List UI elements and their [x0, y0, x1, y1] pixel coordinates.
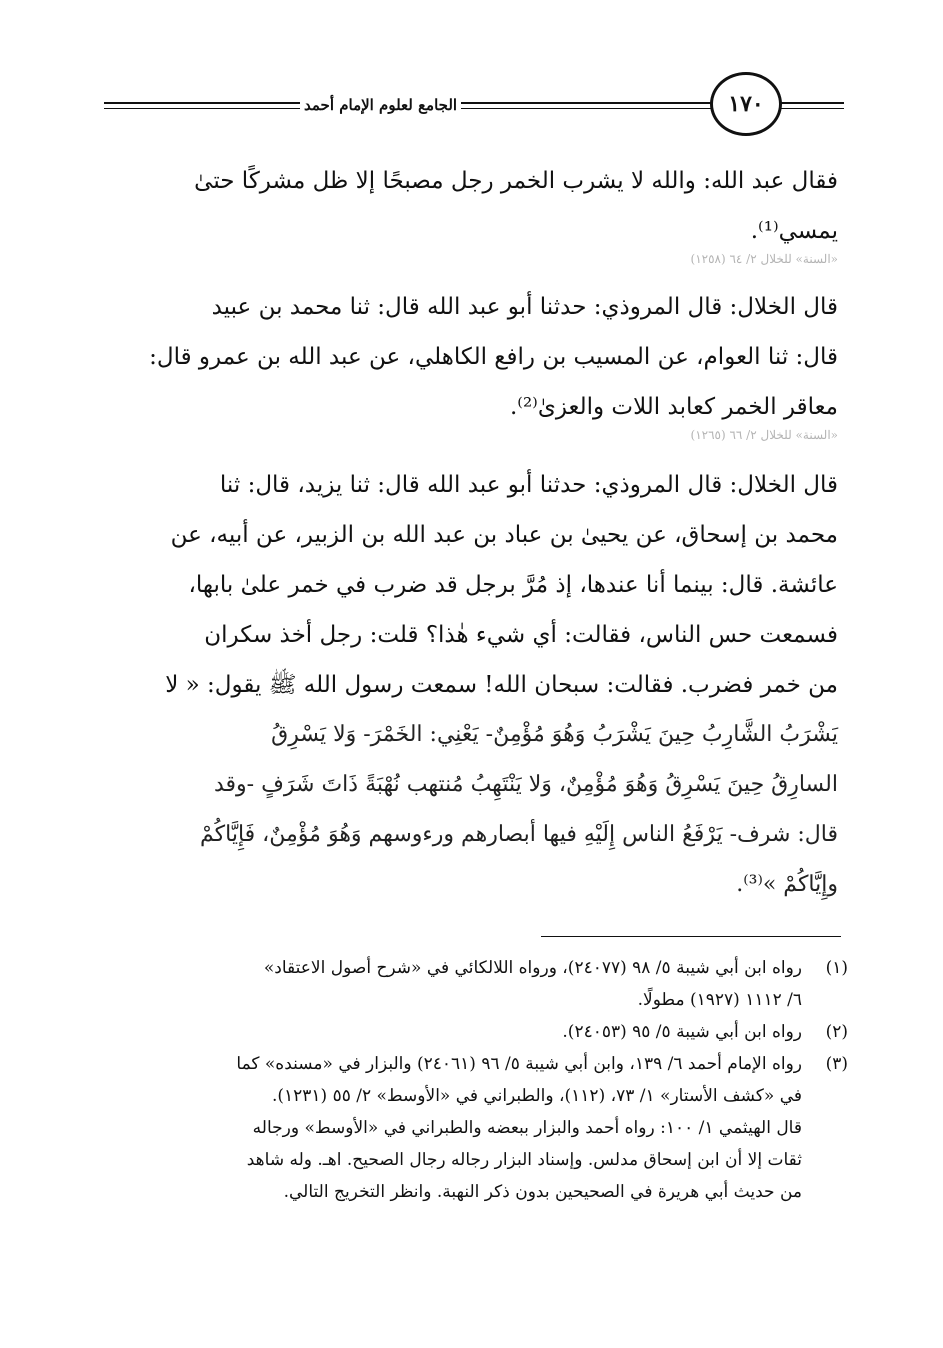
source-reference: «السنة» للخلال ٢/ ٦٤ (١٢٥٨) — [690, 252, 838, 266]
footnote-line: رواه ابن أبي شيبة ٥/ ٩٥ (٢٤٠٥٣). — [562, 1022, 802, 1042]
text-line: يمسي⁽¹⁾. — [750, 218, 838, 244]
text-line: من خمر فضرب. فقالت: سبحان الله! سمعت رسول الله ﷺ يقول: « لا — [165, 672, 838, 698]
text-line: قال الخلال: قال المروذي: حدثنا أبو عبد الله قال: ثنا محمد بن عبيد — [211, 294, 838, 320]
paragraph-1 — [118, 156, 838, 256]
paragraph-3 — [118, 460, 838, 910]
page-number-badge: ١٧٠ — [710, 72, 782, 136]
book-title: الجامع لعلوم الإمام أحمد — [300, 96, 461, 114]
hadith-line: يَشْرَبُ الشَّارِبُ حِينَ يَشْرَبُ وَهُوَ مُؤْمِنٌ- يَعْنِي: الخَمْرَ- وَلا يَسْرِقُ — [271, 722, 838, 747]
text-line: معاقر الخمر كعابد اللات والعزىٰ⁽²⁾. — [509, 394, 838, 420]
text-line: فقال عبد الله: والله لا يشرب الخمر رجل مصبحًا إلا ظل مشركًا حتىٰ — [194, 168, 838, 194]
footnote-number: (٣) — [825, 1054, 848, 1074]
source-reference: «السنة» للخلال ٢/ ٦٦ (١٢٦٥) — [690, 428, 838, 442]
hadith-line: السارِقُ حِينَ يَسْرِقُ وَهُوَ مُؤْمِنٌ، وَلا يَنْتَهِبُ مُنتهب نُهْبَةً ذَاتَ شَرَفٍ -وقد — [213, 772, 838, 797]
footnote-line: قال الهيثمي ١/ ١٠٠: رواه أحمد والبزار ببعضه والطبراني في «الأوسط» ورجاله — [252, 1118, 802, 1138]
footnote-line: ٦/ ١١١٢ (١٩٢٧) مطولًا. — [637, 990, 802, 1010]
text-line: عائشة. قال: بينما أنا عندها، إذ مُرَّ برجل قد ضرب في خمر علىٰ بابها، — [188, 572, 838, 598]
text-line: قال: ثنا العوام، عن المسيب بن رافع الكاهلي، عن عبد الله بن عمرو قال: — [149, 344, 838, 370]
text-line: محمد بن إسحاق، عن يحيىٰ بن عباد بن عبد الله بن الزبير، عن أبيه، عن — [170, 522, 838, 548]
footnote — [118, 1048, 848, 1208]
paragraph-2 — [118, 282, 838, 432]
footnote — [118, 952, 848, 1016]
footnotes — [118, 952, 848, 1208]
page-header — [104, 72, 844, 136]
footnote-line: رواه ابن أبي شيبة ٥/ ٩٨ (٢٤٠٧٧)، ورواه اللالكائي في «شرح أصول الاعتقاد» — [263, 958, 802, 978]
footnote-separator — [541, 936, 841, 937]
hadith-line: وإِيَّاكُمْ »⁽³⁾. — [736, 872, 838, 897]
footnote-line: من حديث أبي هريرة في الصحيحين بدون ذكر النهبة. وانظر التخريج التالي. — [283, 1182, 802, 1202]
footnote-line: ثقات إلا أن ابن إسحاق مدلس. وإسناد البزار رجاله رجال الصحيح. اهـ. وله شاهد — [246, 1150, 802, 1170]
text-line: فسمعت حس الناس، فقالت: أي شيء هٰذا؟ قلت: رجل أخذ سكران — [204, 622, 838, 648]
text-line: قال الخلال: قال المروذي: حدثنا أبو عبد الله قال: ثنا يزيد، قال: ثنا — [219, 472, 838, 498]
footnote-number: (٢) — [825, 1022, 848, 1042]
footnote-line: في «كشف الأستار» ١/ ٧٣، (١١٢)، والطبراني في «الأوسط» ٢/ ٥٥ (١٢٣١). — [271, 1086, 802, 1106]
footnote-number: (١) — [825, 958, 848, 978]
footnote-line: رواه الإمام أحمد ٦/ ١٣٩، وابن أبي شيبة ٥/ ٩٦ (٢٤٠٦١) والبزار في «مسنده» كما — [236, 1054, 802, 1074]
hadith-line: قال: شرف- يَرْفَعُ الناس إِلَيْهِ فيها أبصارهم ورءوسهم وَهُوَ مُؤْمِنٌ، فَإِيَّاكُمْ — [200, 822, 838, 847]
footnote — [118, 1016, 848, 1048]
